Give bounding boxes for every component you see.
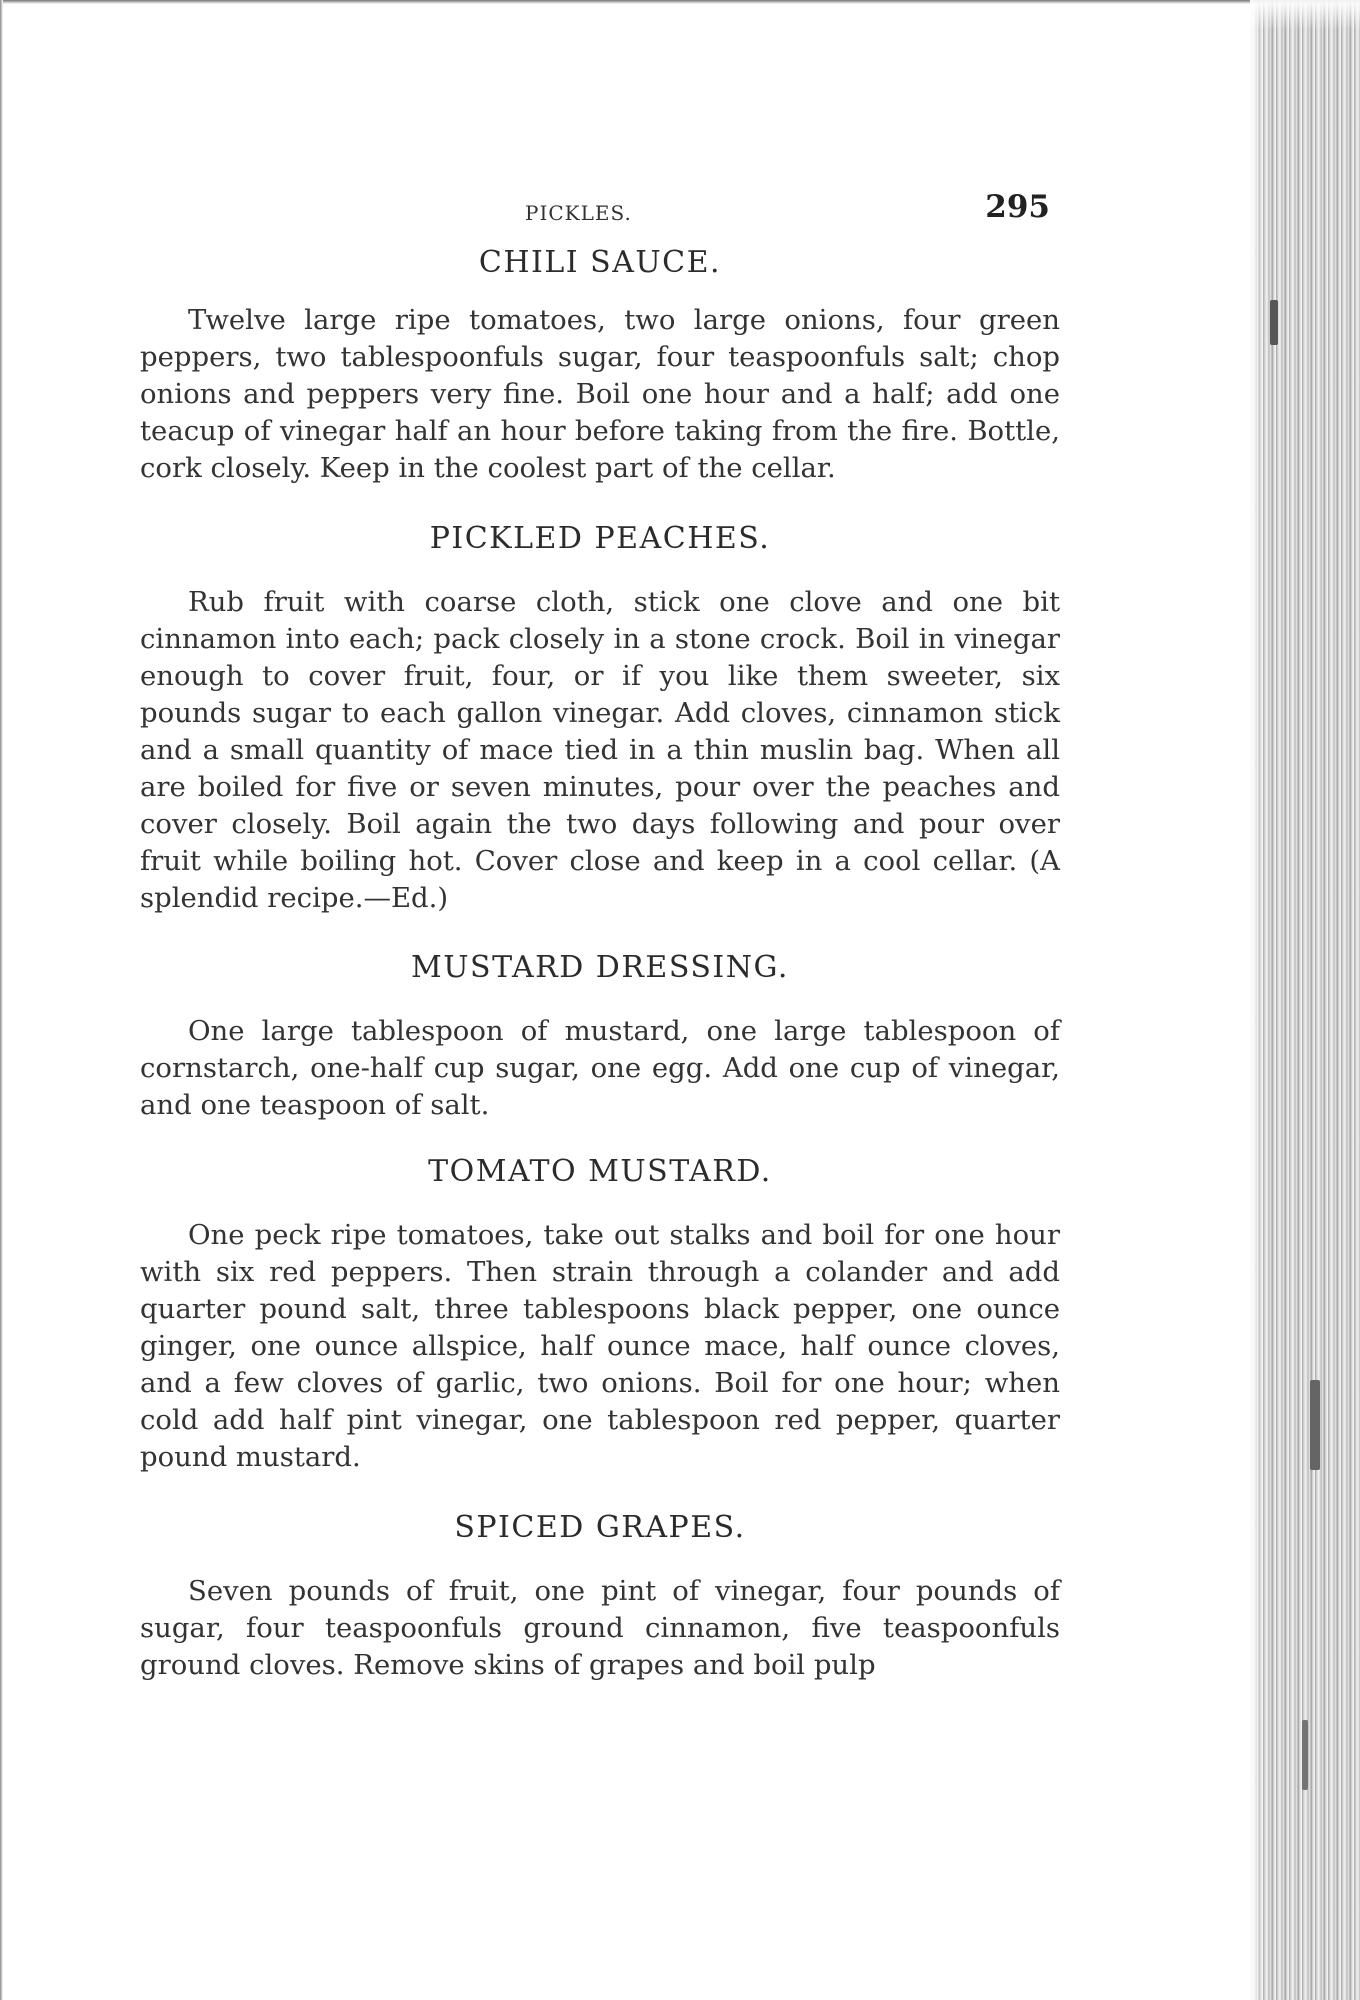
recipe-body-tomato-mustard: One peck ripe tomatoes, take out stalks and boil for one hour with six red peppers. Then strain through a colander and add quarter pound salt, three tablespoons black pepper, one ounce ginger, one ounce allspice, half ounce mace, half ounce cloves, and a few cloves of garlic, two onions. Boil for one hour; when cold add half pint vinegar, one tablespoon red pepper, quarter pound mustard. <box>140 1219 1060 1473</box>
recipe-title-chili-sauce: CHILI SAUCE. <box>478 245 722 280</box>
recipe-title-tomato-mustard: TOMATO MUSTARD. <box>428 1154 772 1189</box>
recipe-body-spiced-grapes: Seven pounds of fruit, one pint of vinegar, four pounds of sugar, four teaspoonfuls ground cinnamon, five teaspoonfuls ground cloves. Remove skins of grapes and boil pulp <box>140 1575 1060 1681</box>
scan-border-left <box>0 0 3 2000</box>
page-number: 295 <box>985 189 1050 225</box>
book-page <box>140 185 1060 1684</box>
recipe-body-mustard-dressing: One large tablespoon of mustard, one large tablespoon of cornstarch, one-half cup sugar, one egg. Add one cup of vinegar, and one teaspoon of salt. <box>140 1015 1060 1121</box>
recipe-body-pickled-peaches: Rub fruit with coarse cloth, stick one clove and one bit cinnamon into each; pack closely in a stone crock. Boil in vinegar enough to cover fruit, four, or if you like them sweeter, six pounds sugar to each gallon vinegar. Add cloves, cinnamon stick and a small quantity of mace tied in a thin muslin bag. When all are boiled for five or seven minutes, pour over the peaches and cover closely. Boil again the two days following and pour over fruit while boiling hot. Cover close and keep in a cool cellar. (A splendid recipe.—Ed.) <box>140 586 1060 914</box>
running-header <box>140 185 1060 225</box>
recipe-title-spiced-grapes: SPICED GRAPES. <box>454 1510 746 1545</box>
recipe-title-pickled-peaches: PICKLED PEACHES. <box>429 521 771 556</box>
recipe-body-chili-sauce: Twelve large ripe tomatoes, two large onions, four green peppers, two tablespoonfuls sugar, four teaspoonfuls salt; chop onions and peppers very fine. Boil one hour and a half; add one teacup of vinegar half an hour before taking from the fire. Bottle, cork closely. Keep in the coolest part of the cellar. <box>140 304 1060 484</box>
running-title: PICKLES. <box>525 201 632 225</box>
recipe-title-mustard-dressing: MUSTARD DRESSING. <box>411 950 789 985</box>
scan-border-top <box>0 0 1360 4</box>
edge-ink-mark <box>1310 1380 1320 1470</box>
edge-ink-mark <box>1270 300 1278 345</box>
edge-ink-mark <box>1302 1720 1308 1790</box>
book-page-edges <box>1250 0 1360 2000</box>
